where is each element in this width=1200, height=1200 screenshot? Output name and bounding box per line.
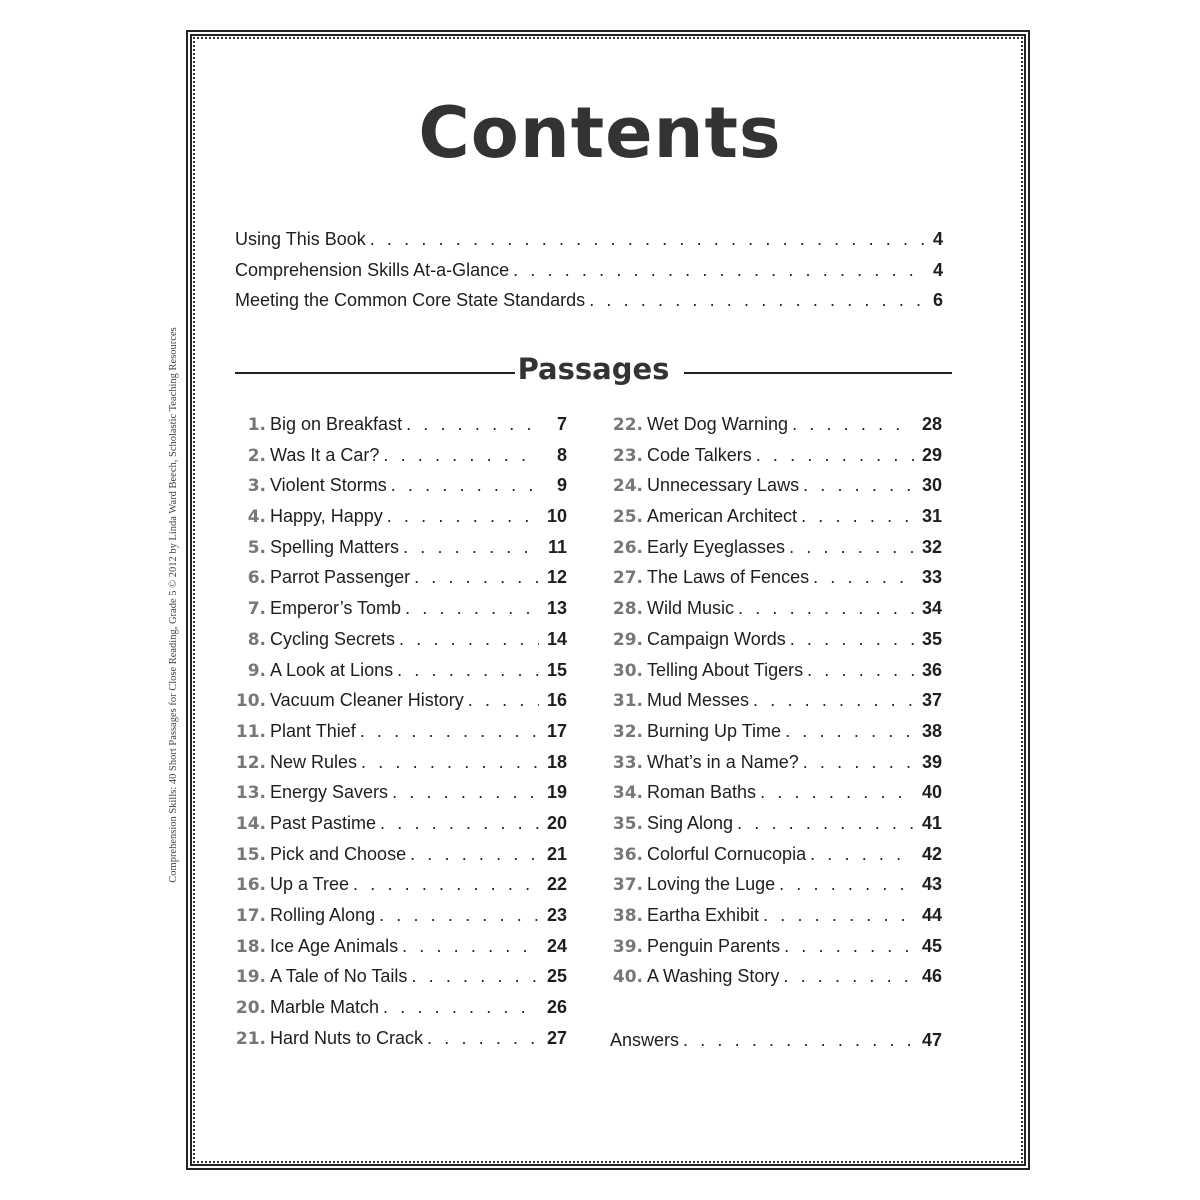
passage-title: Telling About Tigers <box>647 659 804 680</box>
passage-page: 41 <box>921 812 942 833</box>
passage-entry[interactable] <box>230 475 567 506</box>
passage-entry[interactable] <box>607 936 942 967</box>
dot-leader <box>734 598 914 619</box>
passages-column-left <box>230 414 567 1058</box>
entry-label: Comprehension Skills At-a-Glance <box>235 259 510 280</box>
entry-page: 4 <box>932 259 943 280</box>
passage-entry[interactable] <box>230 813 567 844</box>
passage-page: 24 <box>546 935 567 956</box>
heading-rule-right <box>684 372 952 374</box>
passage-title: Hard Nuts to Crack <box>270 1027 424 1048</box>
passage-entry[interactable] <box>230 506 567 537</box>
passage-entry[interactable] <box>230 936 567 967</box>
entry-page: 6 <box>932 290 943 311</box>
passage-page: 10 <box>546 506 567 527</box>
passage-number: 2. <box>247 445 266 466</box>
passage-entry[interactable] <box>607 506 942 537</box>
passage-title: Pick and Choose <box>270 843 407 864</box>
page-title: Contents <box>418 92 782 174</box>
dot-leader <box>399 537 539 558</box>
dot-leader <box>799 752 914 773</box>
dot-leader <box>387 475 539 496</box>
passage-entry[interactable] <box>607 598 942 629</box>
passages-column-right <box>607 414 942 997</box>
passage-entry[interactable] <box>230 537 567 568</box>
passage-title: Happy, Happy <box>270 506 383 527</box>
passage-title: Rolling Along <box>270 905 376 925</box>
passage-page: 11 <box>547 536 567 557</box>
passage-title: Eartha Exhibit <box>647 905 760 925</box>
dot-leader <box>464 690 539 711</box>
passage-title: Campaign Words <box>647 628 786 649</box>
passage-title: Loving the Luge <box>647 874 776 895</box>
dot-leader <box>749 690 914 711</box>
passage-number: 21. <box>235 1028 266 1049</box>
passage-title: Sing Along <box>647 812 734 833</box>
passage-number: 17. <box>235 906 266 926</box>
dot-leader <box>806 844 914 865</box>
passage-entry[interactable] <box>607 813 942 844</box>
passage-number: 23. <box>612 445 643 466</box>
passage-page: 29 <box>921 444 942 465</box>
passage-number: 25. <box>612 507 643 528</box>
passage-number: 6. <box>247 568 266 589</box>
dot-leader <box>775 874 914 895</box>
passage-title: What’s in a Name? <box>647 751 799 772</box>
passage-number: 5. <box>247 537 266 558</box>
passage-entry[interactable] <box>230 721 567 752</box>
passage-page: 27 <box>546 1027 567 1048</box>
passage-title: Wild Music <box>647 598 735 619</box>
dot-leader <box>401 598 539 619</box>
passage-number: 14. <box>235 813 266 834</box>
passage-entry[interactable] <box>607 966 942 997</box>
answers-entry[interactable] <box>610 1030 942 1061</box>
passage-number: 8. <box>247 629 266 650</box>
passage-title: Mud Messes <box>647 690 750 711</box>
passage-title: Parrot Passenger <box>270 567 411 588</box>
passage-entry[interactable] <box>230 567 567 598</box>
dot-leader <box>752 445 914 466</box>
dot-leader <box>786 629 914 650</box>
dot-leader <box>779 966 914 987</box>
passage-entry[interactable] <box>607 660 942 691</box>
passage-title: American Architect <box>647 506 798 527</box>
passage-page: 28 <box>921 414 942 434</box>
passage-number: 35. <box>612 813 643 834</box>
section-title: Passages <box>517 352 670 386</box>
dot-leader <box>407 966 539 987</box>
dot-leader <box>803 660 914 681</box>
passage-page: 25 <box>546 966 567 987</box>
dot-leader <box>797 506 914 527</box>
passage-number: 11. <box>235 721 266 742</box>
passage-number: 27. <box>612 568 643 589</box>
passage-title: Past Pastime <box>270 812 377 833</box>
passage-page: 38 <box>921 720 942 741</box>
passage-page: 36 <box>921 659 942 680</box>
passage-title: New Rules <box>270 751 358 772</box>
passage-number: 30. <box>612 660 643 681</box>
passage-entry[interactable] <box>230 629 567 660</box>
passage-entry[interactable] <box>607 475 942 506</box>
passage-entry[interactable] <box>607 782 942 813</box>
passage-number: 34. <box>612 783 643 804</box>
dot-leader <box>366 229 927 250</box>
passage-title: A Washing Story <box>647 966 780 987</box>
passage-number: 32. <box>612 721 643 742</box>
passage-entry[interactable] <box>607 721 942 752</box>
passage-entry[interactable] <box>607 537 942 568</box>
dot-leader <box>410 567 539 588</box>
passage-number: 4. <box>247 507 266 528</box>
passage-page: 42 <box>921 843 942 864</box>
passage-number: 1. <box>247 415 266 435</box>
passage-title: A Tale of No Tails <box>270 966 408 987</box>
passage-page: 14 <box>546 628 567 649</box>
passage-number: 3. <box>247 476 266 497</box>
passage-page: 19 <box>546 782 567 803</box>
dot-leader <box>402 414 539 435</box>
passage-title: Energy Savers <box>270 782 389 803</box>
dot-leader <box>788 414 914 435</box>
passage-entry[interactable] <box>607 629 942 660</box>
passage-title: Colorful Cornucopia <box>647 843 807 864</box>
toc-entry[interactable] <box>235 290 943 321</box>
dot-leader <box>379 997 539 1018</box>
passage-entry[interactable] <box>230 1028 567 1059</box>
passage-number: 40. <box>612 967 643 988</box>
dot-leader <box>780 936 914 957</box>
dot-leader <box>356 721 539 742</box>
passage-number: 16. <box>235 875 266 896</box>
passage-entry[interactable] <box>607 567 942 598</box>
passage-page: 18 <box>546 751 567 772</box>
passage-page: 45 <box>921 935 942 956</box>
passage-page: 23 <box>546 905 567 925</box>
dot-leader <box>809 567 914 588</box>
passage-title: Code Talkers <box>647 444 752 465</box>
copyright-credit: Comprehension Skills: 40 Short Passages for Close Reading, Grade 5 © 2012 by Linda Ward Beech, Scholastic Teaching Resources <box>168 327 179 883</box>
passage-entry[interactable] <box>230 414 567 445</box>
entry-label: Using This Book <box>235 229 366 249</box>
passage-page: 13 <box>546 598 567 619</box>
dot-leader <box>388 782 539 803</box>
dot-leader <box>733 813 914 834</box>
passage-page: 34 <box>921 598 942 619</box>
toc-entry[interactable] <box>235 260 943 291</box>
passage-entry[interactable] <box>230 690 567 721</box>
dot-leader <box>383 506 539 527</box>
passage-number: 13. <box>235 783 266 804</box>
passage-number: 36. <box>612 844 643 865</box>
passage-title: Roman Baths <box>647 782 757 803</box>
dot-leader <box>781 721 914 742</box>
passage-number: 26. <box>612 537 643 558</box>
dot-leader <box>679 1030 914 1051</box>
passage-number: 15. <box>235 844 266 865</box>
passage-number: 9. <box>247 660 266 681</box>
passage-page: 8 <box>556 444 567 465</box>
entry-label: Meeting the Common Core State Standards <box>235 290 586 311</box>
passage-page: 37 <box>921 690 942 711</box>
passage-page: 20 <box>546 812 567 833</box>
passage-page: 31 <box>921 506 942 527</box>
passage-number: 22. <box>612 415 643 435</box>
passage-number: 10. <box>235 691 266 712</box>
dot-leader <box>398 936 539 957</box>
passage-number: 24. <box>612 476 643 497</box>
passage-entry[interactable] <box>607 690 942 721</box>
passage-number: 20. <box>235 998 266 1019</box>
passage-entry[interactable] <box>607 874 942 905</box>
passage-title: The Laws of Fences <box>647 567 810 588</box>
passage-page: 32 <box>921 536 942 557</box>
passage-title: Unnecessary Laws <box>647 475 800 496</box>
passage-entry[interactable] <box>230 445 567 476</box>
passage-entry[interactable] <box>607 752 942 783</box>
dot-leader <box>785 537 914 558</box>
entry-label: Answers <box>610 1030 680 1050</box>
passage-title: Was It a Car? <box>270 444 380 465</box>
passage-entry[interactable] <box>607 844 942 875</box>
passage-page: 26 <box>546 997 567 1018</box>
passage-page: 40 <box>921 782 942 803</box>
passage-entry[interactable] <box>230 752 567 783</box>
passage-title: Burning Up Time <box>647 720 782 741</box>
passage-page: 39 <box>921 751 942 772</box>
passage-number: 33. <box>612 752 643 773</box>
passage-page: 9 <box>556 475 567 496</box>
passage-entry[interactable] <box>230 997 567 1028</box>
dot-leader <box>375 905 539 926</box>
dot-leader <box>376 813 539 834</box>
passage-title: Early Eyeglasses <box>647 536 786 557</box>
entry-page: 47 <box>921 1030 942 1050</box>
passage-page: 22 <box>546 874 567 895</box>
passage-page: 35 <box>921 628 942 649</box>
passage-entry[interactable] <box>607 414 942 445</box>
dot-leader <box>799 475 914 496</box>
passage-number: 39. <box>612 936 643 957</box>
passage-page: 17 <box>546 720 567 741</box>
passage-number: 18. <box>235 936 266 957</box>
passage-page: 12 <box>546 567 567 588</box>
passage-entry[interactable] <box>230 966 567 997</box>
passage-title: Plant Thief <box>270 720 356 741</box>
passage-page: 33 <box>921 567 942 588</box>
passage-title: Marble Match <box>270 997 380 1018</box>
passage-title: Big on Breakfast <box>270 414 403 434</box>
dot-leader <box>395 629 539 650</box>
passage-number: 7. <box>247 599 266 620</box>
dot-leader <box>756 782 914 803</box>
passage-title: Ice Age Animals <box>270 935 399 956</box>
passage-number: 38. <box>612 906 643 926</box>
passage-page: 15 <box>546 659 567 680</box>
passage-title: Up a Tree <box>270 874 350 895</box>
passage-entry[interactable] <box>230 905 567 936</box>
dot-leader <box>393 660 539 681</box>
passage-title: Violent Storms <box>270 475 387 496</box>
passage-entry[interactable] <box>230 598 567 629</box>
passage-page: 7 <box>556 414 567 434</box>
front-matter-list <box>235 229 943 321</box>
passage-title: Spelling Matters <box>270 536 400 557</box>
passage-entry[interactable] <box>607 445 942 476</box>
dot-leader <box>379 445 539 466</box>
passage-entry[interactable] <box>230 844 567 875</box>
passage-page: 43 <box>921 874 942 895</box>
dot-leader <box>509 260 927 281</box>
passage-page: 21 <box>546 843 567 864</box>
passage-entry[interactable] <box>230 782 567 813</box>
passages-heading <box>235 352 952 392</box>
dot-leader <box>357 752 539 773</box>
dot-leader <box>406 844 539 865</box>
passage-title: Vacuum Cleaner History <box>270 690 464 711</box>
passage-entry[interactable] <box>230 874 567 905</box>
dot-leader <box>423 1028 539 1049</box>
passage-number: 37. <box>612 875 643 896</box>
passage-number: 29. <box>612 629 643 650</box>
passage-page: 16 <box>546 690 567 711</box>
passage-number: 12. <box>235 752 266 773</box>
passage-title: Wet Dog Warning <box>647 414 789 434</box>
passage-page: 30 <box>921 475 942 496</box>
passage-number: 19. <box>235 967 266 988</box>
passage-entry[interactable] <box>607 905 942 936</box>
passage-title: Penguin Parents <box>647 935 781 956</box>
passage-title: Emperor’s Tomb <box>270 598 402 619</box>
passage-number: 31. <box>612 691 643 712</box>
dot-leader <box>349 874 539 895</box>
passage-title: A Look at Lions <box>270 659 394 680</box>
passage-entry[interactable] <box>230 660 567 691</box>
toc-entry[interactable] <box>235 229 943 260</box>
passage-page: 46 <box>921 966 942 987</box>
entry-page: 4 <box>932 229 943 249</box>
dot-leader <box>585 290 927 311</box>
passage-page: 44 <box>921 905 942 925</box>
dot-leader <box>759 905 914 926</box>
passage-title: Cycling Secrets <box>270 628 396 649</box>
passage-number: 28. <box>612 599 643 620</box>
